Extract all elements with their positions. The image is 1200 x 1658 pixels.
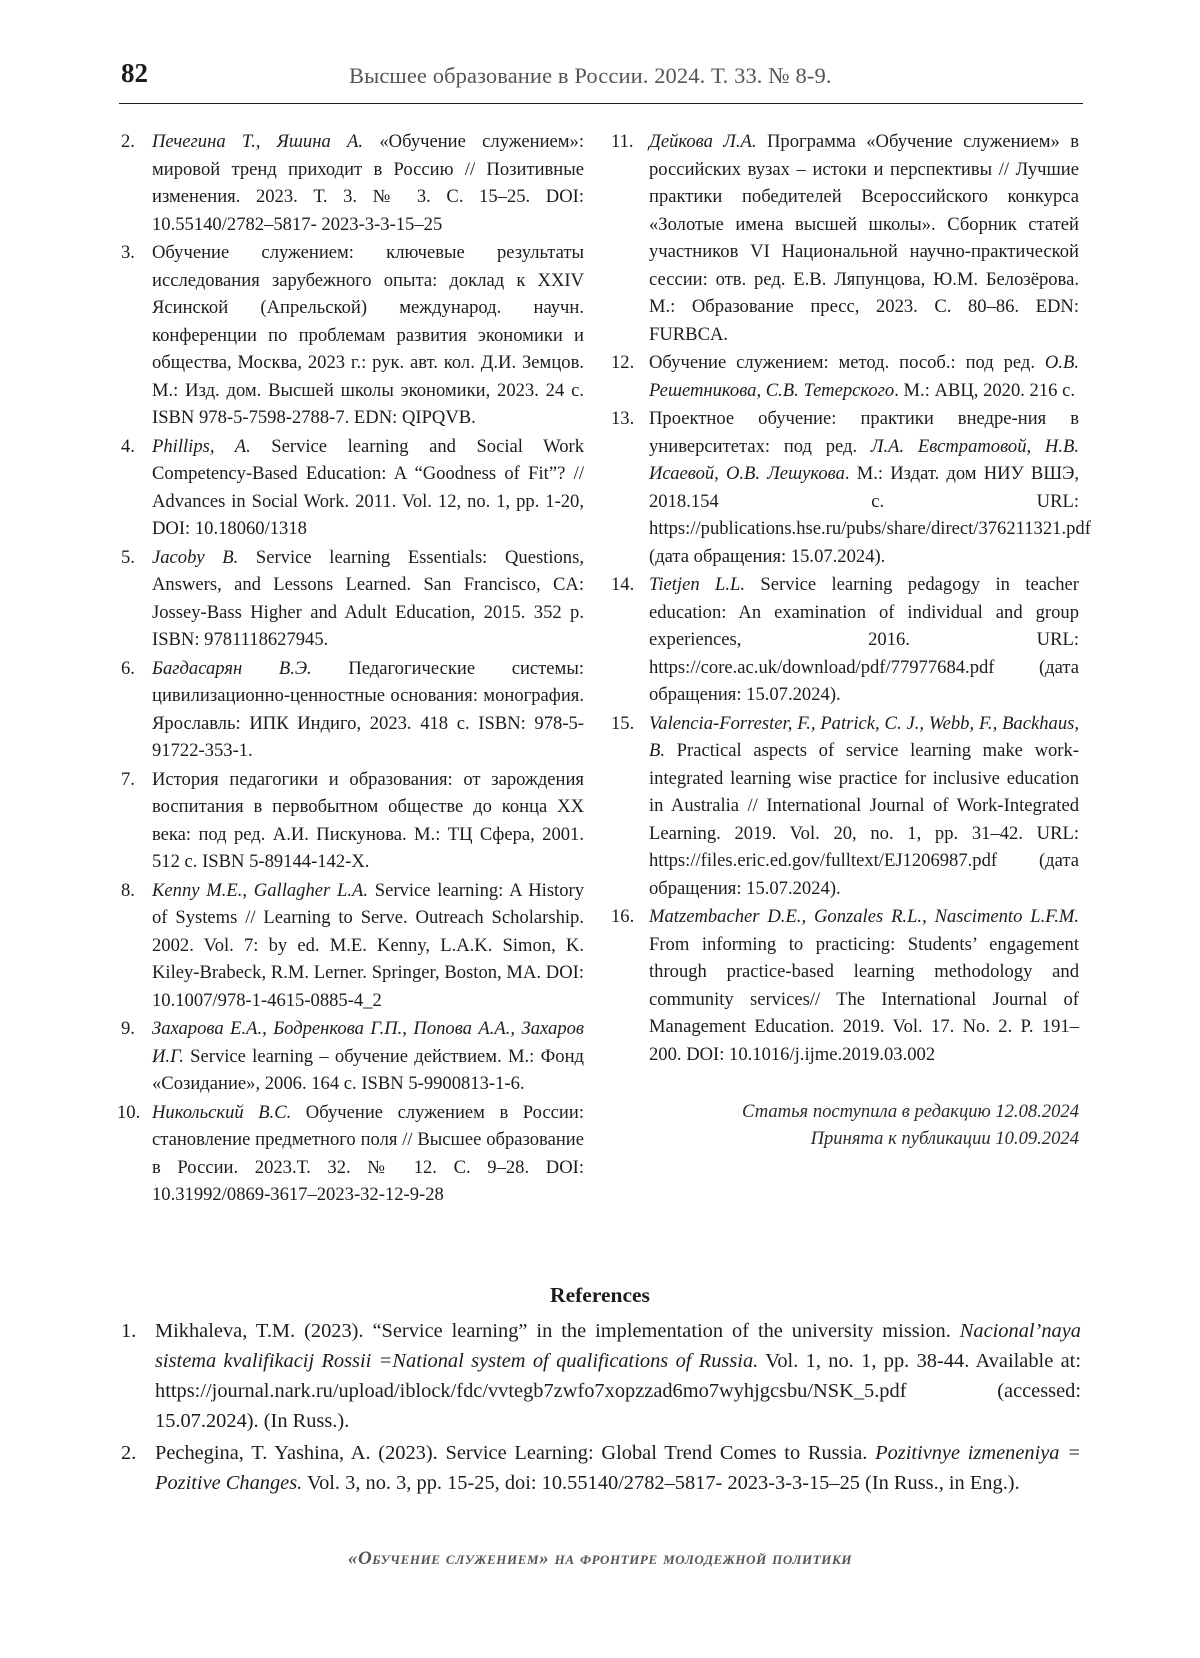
reference-journal: Nacional’naya sistema kvalifikacij Rossii =National system of qualifications of Russia. xyxy=(155,1320,1081,1372)
reference-editors: О.В. Решетникова, С.В. Тетерского xyxy=(649,352,1079,401)
reference-item xyxy=(611,349,1079,404)
reference-text: Service learning: A History of Systems // Learning to Serve. Outreach Scholarship. 2002. Vol. 7: by ed. M.E. Kenny, L.A.K. Simon, K. Kiley-Brabeck, R.M. Lerner. Springer, Boston, MA. DOI: 10.1007/978-1-4615-0885-4_2 xyxy=(152,879,585,1011)
reference-text: Practical aspects of service learning make work-integrated learning wise practice for inclusive education in Australia // International Journal of Work-Integrated Learning. 2019. Vol. 20, no. 1, pp. 31–42. URL: https://files.eric.ed.gov/fulltext/EJ1206987.pdf (дата обращения: 15.07.2024). xyxy=(649,740,1079,899)
reference-number: 12. xyxy=(611,352,635,373)
article-dates xyxy=(616,1098,1079,1152)
reference-text: Service learning pedagogy in teacher education: An examination of individual and group experiences, 2016. URL: https://core.ac.uk/download/pdf/77977684.pdf (дата обращения: 15.07.2024). xyxy=(649,574,1079,705)
page-footer: «Обучение служением» на фронтире молодежной политики xyxy=(347,1548,853,1569)
reference-number: 5. xyxy=(121,546,135,568)
reference-text: From informing to practicing: Students’ engagement through practice-based learning methodology and community services// The International Journal of Management Education. 2019. Vol. 17. No. 2. P. 191–200. DOI: 10.1016/j.ijme.2019.03.002 xyxy=(649,933,1079,1065)
reference-text: Обучение служением: ключевые результаты исследования зарубежного опыта: доклад к XXIV Ясинской (Апрельской) международ. научн. конференции по проблемам развития экономики и общества, Москва, 2023 г.: рук. авт. кол. Д.И. Земцов. М.: Изд. дом. Высшей школы экономики, 2023. 24 с. ISBN 978-5-7598-2788-7. EDN: QIPQVB. xyxy=(152,242,584,428)
reference-authors: Tietjen L.L. xyxy=(649,574,745,595)
reference-text: История педагогики и образования: от зарождения воспитания в первобытном обществе до конца XX века: под ред. А.И. Пискунова. М.: ТЦ Сфера, 2001. 512 с. ISBN 5-89144-142-X. xyxy=(152,768,584,872)
reference-number: 2. xyxy=(121,131,135,152)
reference-text: Обучение служением: метод. пособ.: под ред. xyxy=(649,352,1045,373)
reference-item xyxy=(611,903,1079,1068)
reference-number: 6. xyxy=(121,657,135,679)
reference-number: 15. xyxy=(611,712,635,734)
reference-text: Программа «Обучение служением» в российских вузах – истоки и перспективы // Лучшие практики победителей Всероссийского конкурса «Золотые имена высшей школы». Сборник статей участников VI Национальной научно-практической сессии: отв. ред. Е.В. Ляпунцова, Ю.М. Белозёрова. М.: Образование пресс, 2023. С. 80–86. EDN: FURBCA. xyxy=(649,131,1079,345)
reference-authors: Дейкова Л.А. xyxy=(649,131,757,152)
reference-text: Service learning Essentials: Questions, Answers, and Lessons Learned. San Francisco, CA: Jossey-Bass Higher and Adult Education, 2015. 352 p. ISBN: 9781118627945. xyxy=(152,546,584,650)
reference-number: 10. xyxy=(117,1101,141,1123)
reference-text: Обучение служением в России: становление предметного поля // Высшее образование в России. 2023.Т. 32. № 12. С. 9–28. DOI: 10.31992/0869-3617–2023-32-12-9-28 xyxy=(152,1101,584,1205)
reference-item xyxy=(121,433,584,543)
left-column xyxy=(117,128,585,1210)
reference-journal: Pozitivnye izmeneniya = Pozitive Changes. xyxy=(155,1442,1081,1494)
reference-item xyxy=(121,128,584,238)
reference-authors: Печегина Т., Яшина А. xyxy=(152,131,364,152)
reference-number: 8. xyxy=(121,879,135,901)
reference-number: 14. xyxy=(611,574,635,595)
reference-number: 4. xyxy=(121,435,135,457)
reference-authors: Valencia-Forrester, F., Patrick, C. J., Webb, F., Backhaus, B. xyxy=(649,712,1079,761)
reference-authors: Kenny M.E., Gallagher L.A. xyxy=(152,879,368,901)
reference-item xyxy=(117,1099,584,1209)
running-title: Высшее образование в России. 2024. Т. 33. № 8-9. xyxy=(349,63,832,88)
reference-list-left xyxy=(117,128,585,1209)
reference-text: «Обучение служением»: мировой тренд приходит в Россию // Позитивные изменения. 2023. Т. 3. № 3. С. 15–25. DOI: 10.55140/2782–5817- 2023-3-3-15–25 xyxy=(152,131,584,235)
reference-text: Pechegina, T. Yashina, A. (2023). Service Learning: Global Trend Comes to Russia. xyxy=(155,1442,876,1464)
page-number: 82 xyxy=(121,58,148,88)
reference-list-right xyxy=(611,128,1091,1068)
reference-number: 3. xyxy=(121,242,135,263)
reference-authors: Багдасарян В.Э. xyxy=(152,657,312,679)
reference-text: Service learning – обучение действием. М.: Фонд «Созидание», 2006. 164 с. ISBN 5-9900813-1-6. xyxy=(152,1045,584,1094)
reference-item xyxy=(611,128,1079,348)
reference-text: Vol. 1, no. 1, pp. 38-44. Available at: https://journal.nark.ru/upload/iblock/fdc/vvtegb7zwfo7xopzzad6mo7wyhjgcsbu/NSK_5.pdf (accessed: 15.07.2024). (In Russ.). xyxy=(155,1350,1081,1432)
reference-item xyxy=(121,239,584,432)
reference-editors: Л.А. Евстратовой, Н.В. Исаевой, О.В. Лешукова xyxy=(649,435,1079,484)
references-heading: References xyxy=(550,1283,650,1307)
reference-text: Vol. 3, no. 3, pp. 15-25, doi: 10.55140/2782–5817- 2023-3-3-15–25 (In Russ., in Eng.). xyxy=(302,1472,1020,1494)
reference-number: 7. xyxy=(121,768,135,790)
reference-item xyxy=(611,710,1079,903)
reference-authors: Захарова Е.А., Бодренкова Г.П., Попова А.А., Захаров И.Г. xyxy=(152,1018,584,1067)
reference-number: 13. xyxy=(611,408,635,429)
reference-text: Mikhaleva, T.M. (2023). “Service learning” in the implementation of the university mission. xyxy=(155,1320,960,1342)
reference-item xyxy=(121,1015,584,1098)
reference-text: Service learning and Social Work Competency-Based Education: A “Goodness of Fit”? // Advances in Social Work. 2011. Vol. 12, no. 1, pp. 1-20, DOI: 10.18060/1318 xyxy=(152,435,585,539)
reference-number: 2. xyxy=(121,1442,137,1464)
english-reference-item xyxy=(121,1438,1081,1498)
reference-item xyxy=(121,544,584,654)
reference-authors: Никольский В.С. xyxy=(152,1101,292,1123)
reference-item xyxy=(611,571,1079,709)
reference-item xyxy=(121,766,584,876)
right-column xyxy=(611,128,1091,1152)
reference-authors: Jacoby B. xyxy=(152,546,239,568)
reference-number: 16. xyxy=(611,906,635,927)
reference-authors: Phillips, A. xyxy=(152,435,251,457)
reference-number: 9. xyxy=(121,1018,135,1039)
reference-text: . М.: Издат. дом НИУ ВШЭ, 2018.154 с. URL: https://publications.hse.ru/pubs/share/direct/376211321.pdf (дата обращения: 15.07.2024). xyxy=(649,463,1091,567)
reference-item xyxy=(121,877,584,1015)
header-divider xyxy=(119,103,1083,104)
received-date: Статья поступила в редакцию 12.08.2024 xyxy=(742,1101,1079,1122)
reference-text: Педагогические системы: цивилизационно-ценностные основания: монография. Ярославль: ИПК Индиго, 2023. 418 с. ISBN: 978-5-91722-353-1. xyxy=(152,657,584,761)
reference-item xyxy=(611,405,1091,570)
accepted-date: Принята к публикации 10.09.2024 xyxy=(810,1128,1079,1149)
reference-item xyxy=(121,655,584,765)
reference-text: . М.: АВЦ, 2020. 216 с. xyxy=(894,379,1075,401)
references-list-english xyxy=(121,1316,1081,1500)
reference-text: Проектное обучение: практики внедре-ния в университетах: под ред. xyxy=(649,408,1079,457)
reference-authors: Matzembacher D.E., Gonzales R.L., Nascimento L.F.M. xyxy=(649,906,1079,927)
reference-number: 11. xyxy=(611,131,634,152)
english-reference-item xyxy=(121,1316,1081,1436)
reference-number: 1. xyxy=(121,1320,137,1342)
